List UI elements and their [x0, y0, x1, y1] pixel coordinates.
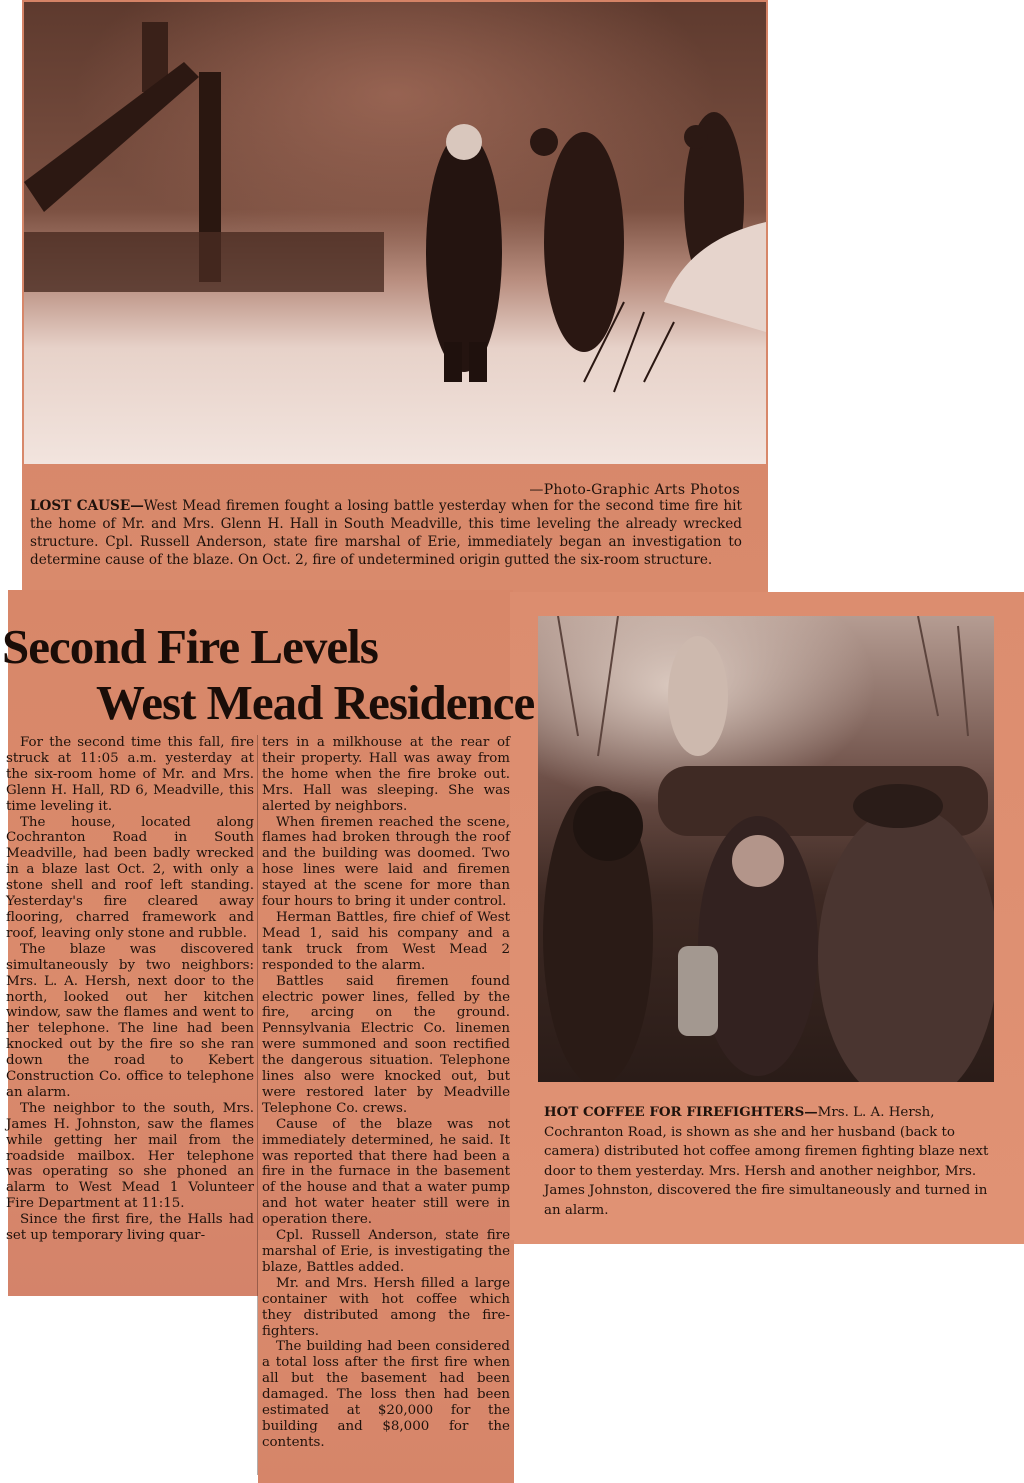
paragraph: The building had been considered a total loss after the first fire when all but the basement had been damaged. The loss then had been estimated at $20,000 for the building and $8,000 for the contents. [262, 1339, 510, 1450]
article-column-1 [6, 735, 254, 1244]
caption-lead: HOT COFFEE FOR FIREFIGHTERS— [544, 1104, 818, 1120]
fire-scene-photo [24, 2, 766, 464]
paragraph: Herman Battles, fire chief of West Mead 1, said his company and a tank truck from West Mead 2 responded to the alarm. [262, 909, 510, 973]
caption-lead: LOST CAUSE— [30, 498, 144, 514]
paragraph: Cpl. Russell Anderson, state fire marshal of Erie, is investigating the blaze, Battles added. [262, 1228, 510, 1275]
coffee-photo-caption [544, 1103, 998, 1220]
top-photo-caption [30, 497, 742, 569]
headline-line-1: Second Fire Levels [2, 619, 378, 674]
column-rule [257, 735, 258, 1475]
headline-line-2: West Mead Residence [96, 675, 535, 730]
paragraph: The neighbor to the south, Mrs. James H. Johnston, saw the flames while getting her mail from the roadside mailbox. Her telephone was operating so she phoned an alarm to West Mead 1 Volunteer Fire Department at 11:15. [6, 1100, 254, 1212]
paragraph: For the second time this fall, fire struck at 11:05 a.m. yesterday at the six-room home of Mr. and Mrs. Glenn H. Hall, RD 6, Meadville, this time leveling it. [6, 735, 254, 814]
paragraph: Cause of the blaze was not immediately determined, he said. It was reported that there had been a fire in the furnace in the basement of the house and that a water pump and hot water heater still were in operation there. [262, 1116, 510, 1228]
article-column-2 [262, 735, 510, 1451]
paragraph: Battles said firemen found electric power lines, felled by the fire, arcing on the ground. Pennsylvania Electric Co. linemen were summoned and soon rectified the dangerous situation. Telephone lines also were knocked out, but were restored later by Meadville Telephone Co. crews. [262, 973, 510, 1116]
paragraph: Since the first fire, the Halls had set up temporary living quar- [6, 1212, 254, 1244]
photo-credit: —Photo-Graphic Arts Photos [529, 482, 740, 498]
hot-coffee-photo [538, 616, 994, 1082]
paragraph: The blaze was discovered simultaneously by two neighbors: Mrs. L. A. Hersh, next door to the north, looked out her kitchen window, saw the flames and went to her telephone. The line had been knocked out by the fire so she ran down the road to Kebert Construction Co. office to telephone an alarm. [6, 941, 254, 1100]
paragraph: The house, located along Cochranton Road in South Meadville, had been badly wrecked in a blaze last Oct. 2, with only a stone shell and roof left standing. Yesterday's fire cleared away flooring, charred framework and roof, leaving only stone and rubble. [6, 814, 254, 941]
paragraph: Mr. and Mrs. Hersh filled a large container with hot coffee which they distributed among the fire-fighters. [262, 1275, 510, 1339]
caption-text: West Mead firemen fought a losing battle yesterday when for the second time fire hit the home of Mr. and Mrs. Glenn H. Hall in South Meadville, this time leveling the already wrecked structure. Cpl. Russell Anderson, state fire marshal of Erie, immediately began an investigation to determine cause of the blaze. On Oct. 2, fire of undetermined origin gutted the six-room structure. [30, 498, 742, 568]
paragraph: When firemen reached the scene, flames had broken through the roof and the building was doomed. Two hose lines were laid and firemen stayed at the scene for more than four hours to bring it under control. [262, 814, 510, 910]
caption-text: Mrs. L. A. Hersh, Cochranton Road, is shown as she and her husband (back to camera) distributed hot coffee among firemen fighting blaze next door to them yesterday. Mrs. Hersh and another neighbor, Mrs. James Johnston, discovered the fire simultaneously and turned in an alarm. [544, 1105, 989, 1218]
paragraph: ters in a milkhouse at the rear of their property. Hall was away from the home when the fire broke out. Mrs. Hall was sleeping. She was alerted by neighbors. [262, 735, 510, 814]
